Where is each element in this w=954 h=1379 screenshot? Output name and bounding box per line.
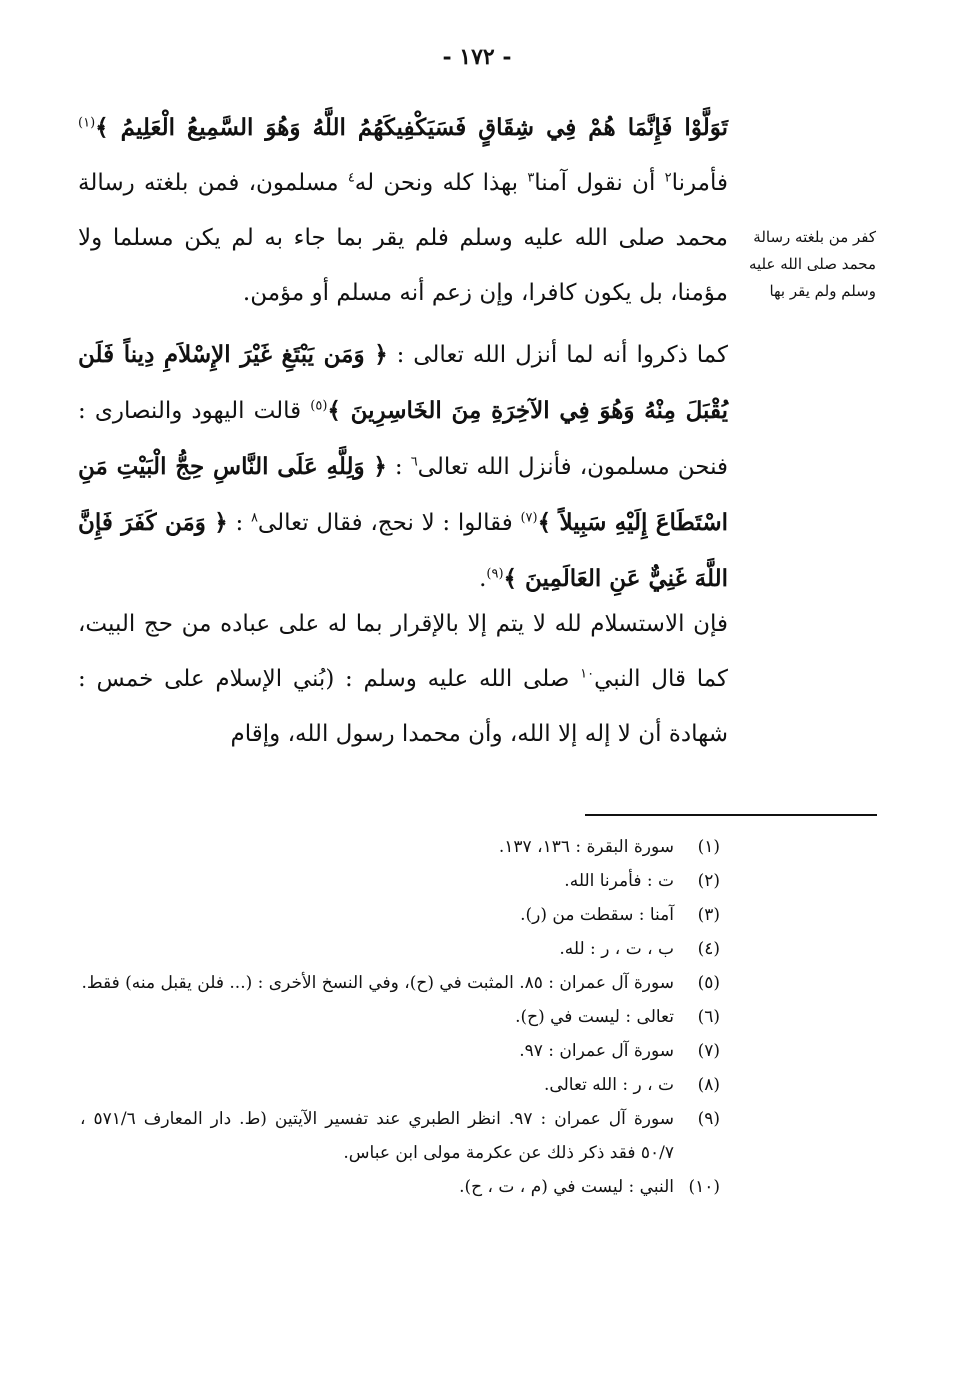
body-text: أن نقول آمنا — [534, 170, 665, 196]
page-number: - ١٧٢ - — [442, 44, 512, 70]
footnote-number: (١) — [697, 837, 720, 857]
footnote-item — [80, 830, 720, 864]
body-text: صلى الله عليه وسلم : (بُني الإسلام على خمس : شهادة أن لا إله إلا الله، وأن محمدا رسول الله، وإقام — [78, 666, 728, 747]
footnote-text: آمنا : سقطت من (ر). — [520, 905, 674, 925]
footnote-ref-3: ٣ — [527, 170, 535, 186]
footnote-number: (٣) — [697, 905, 720, 925]
footnote-number: (١٠) — [688, 1177, 720, 1197]
body-text: كما ذكروا أنه لما أنزل الله تعالى : — [387, 342, 728, 368]
footnote-item — [80, 898, 720, 932]
footnote-ref-6: ٦ — [410, 454, 418, 470]
footnote-text: ب ، ت ، ر : لله. — [559, 939, 674, 959]
footnote-number: (٢) — [697, 871, 720, 891]
quran-verse: تَوَلَّوْا فَإِنَّمَا هُمْ فِي شِقَاقٍ فَسَيَكْفِيكَهُمُ اللَّهُ وَهُوَ السَّمِيعُ الْعَلِيمُ ﴾ — [95, 114, 728, 141]
footnote-item — [80, 864, 720, 898]
body-text: قالت اليهود والنصارى : فنحن مسلمون، فأنزل الله تعالى — [78, 398, 728, 480]
body-text: : — [386, 454, 411, 480]
paragraph-2 — [78, 327, 728, 607]
footnote-item — [80, 1102, 720, 1170]
footnote-ref-9: (٩) — [486, 566, 504, 582]
paragraph-2-text — [78, 327, 728, 607]
body-text: فأمرنا — [671, 170, 728, 196]
paragraph-1 — [78, 100, 728, 321]
footnote-text: ت : فأمرنا الله. — [564, 871, 674, 891]
footnote-separator — [585, 814, 877, 816]
footnote-number: (٩) — [697, 1109, 720, 1129]
footnote-item — [80, 1170, 720, 1204]
footnote-text: سورة آل عمران : ٨٥. المثبت في (ح)، وفي النسخ الأخرى : (... فلن يقبل منه) فقط. — [81, 973, 674, 993]
margin-note: كفر من بلغته رسالة محمد صلى الله عليه وسلم ولم يقر بها — [748, 228, 876, 300]
footnote-ref-10: ١٠ — [580, 666, 595, 682]
footnote-number: (٥) — [697, 973, 720, 993]
footnote-item — [80, 966, 720, 1000]
footnote-item — [80, 1000, 720, 1034]
footnote-ref-4: ٤ — [347, 170, 355, 186]
paragraph-1-text — [78, 100, 728, 321]
footnote-text: سورة آل عمران : ٩٧. انظر الطبري عند تفسير الآيتين (ط. دار المعارف ٥٧١/٦ ، ٥٠/٧ فقد ذكر ذلك عن عكرمة مولى ابن عباس. — [80, 1109, 674, 1163]
footnote-text: سورة البقرة : ١٣٦، ١٣٧. — [498, 837, 674, 857]
footnote-text: النبي : ليست في (م ، ت ، ح). — [459, 1177, 674, 1197]
footnote-number: (٨) — [697, 1075, 720, 1095]
footnote-item — [80, 1068, 720, 1102]
footnote-item — [80, 1034, 720, 1068]
body-text: بهذا كله ونحن له — [354, 170, 528, 196]
footnote-ref-1: (١) — [78, 115, 96, 131]
quran-verse: ﴿ وَمَن يَبْتَغِ غَيْرَ الإِسْلاَمِ دِيناً فَلَن يُقْبَلَ مِنْهُ وَهُوَ فِي الآخِرَةِ مِنَ الخَاسِرِينَ ﴾ — [78, 341, 728, 424]
footnote-ref-5: (٥) — [310, 398, 328, 414]
body-text: مسلمون، فمن بلغته رسالة محمد صلى الله عليه وسلم فلم يقر بما جاء به لم يكن مسلما ولا مؤمنا، بل يكون كافرا، وإن زعم أنه مسلم أو مؤمن. — [78, 170, 728, 306]
footnote-ref-8: ٨ — [250, 510, 258, 526]
paragraph-3 — [78, 597, 728, 762]
footnote-text: ت ، ر : الله تعالى. — [544, 1075, 674, 1095]
footnotes — [80, 830, 720, 1204]
footnote-ref-2: ٢ — [664, 170, 672, 186]
quran-verse: ﴿ وَلِلَّهِ عَلَى النَّاسِ حِجُّ الْبَيْتِ مَنِ اسْتَطَاعَ إِلَيْهِ سَبِيلاً ﴾ — [78, 453, 729, 536]
footnote-ref-7: (٧) — [520, 510, 538, 526]
footnote-text: سورة آل عمران : ٩٧. — [519, 1041, 674, 1061]
body-text: : — [227, 510, 251, 536]
body-text: فقالوا : لا نحج، فقال تعالى — [257, 510, 521, 536]
footnote-number: (٦) — [697, 1007, 720, 1027]
footnote-text: تعالى : ليست في (ح). — [515, 1007, 674, 1027]
footnote-number: (٧) — [697, 1041, 720, 1061]
quran-verse: ﴿ وَمَن كَفَرَ فَإِنَّ اللَّهَ غَنِيٌّ عَنِ العَالَمِينَ ﴾ — [78, 509, 728, 592]
footnote-number: (٤) — [697, 939, 720, 959]
footnote-item — [80, 932, 720, 966]
body-text: فإن الاستسلام لله لا يتم إلا بالإقرار بما له على عباده من حج البيت، كما قال النبي — [78, 611, 729, 692]
paragraph-3-text — [78, 597, 728, 762]
body-text: . — [479, 566, 487, 592]
